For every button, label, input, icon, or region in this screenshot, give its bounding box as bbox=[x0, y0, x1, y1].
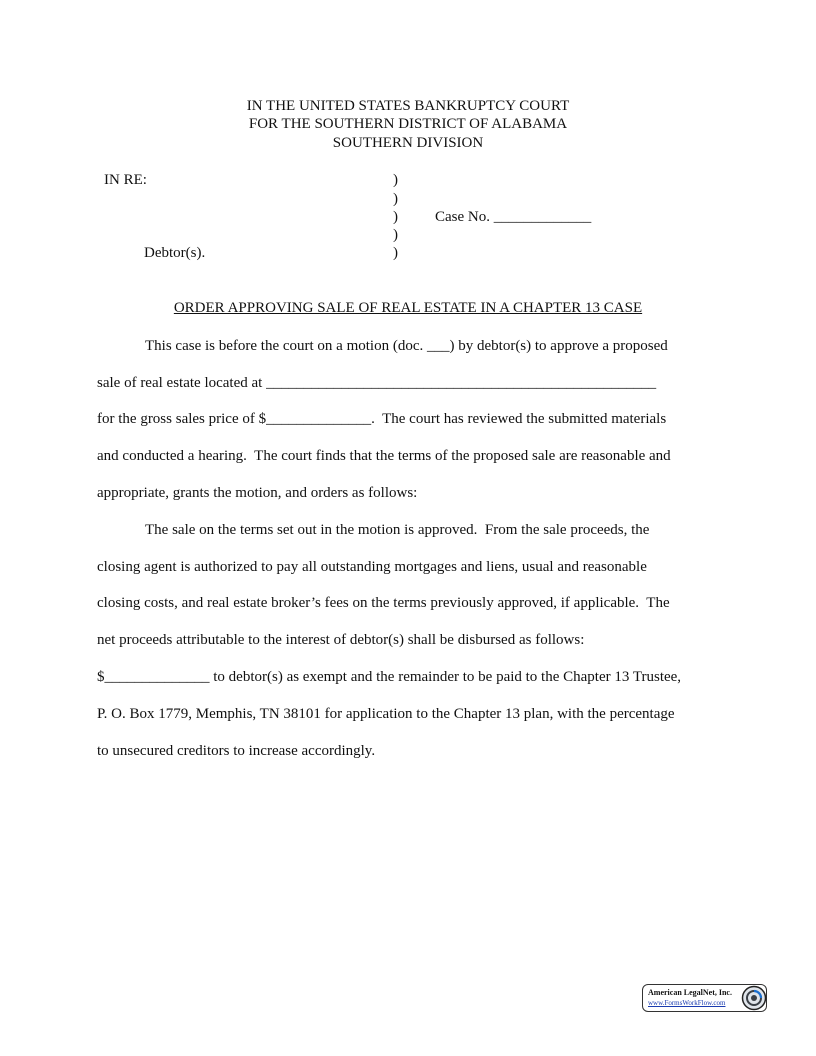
caption-paren: ) bbox=[393, 227, 398, 243]
caption-paren: ) bbox=[393, 245, 398, 261]
body-line: for the gross sales price of $______________. The court has reviewed the submitted materials bbox=[97, 411, 667, 427]
body-line: $______________ to debtor(s) as exempt and the remainder to be paid to the Chapter 13 Trustee, bbox=[97, 669, 682, 685]
court-division: SOUTHERN DIVISION bbox=[332, 135, 484, 151]
body-line: net proceeds attributable to the interest of debtor(s) shall be disbursed as follows: bbox=[97, 632, 585, 648]
body-line: closing costs, and real estate broker’s fees on the terms previously approved, if applicable. The bbox=[97, 595, 670, 611]
caption-paren: ) bbox=[393, 172, 398, 188]
body-line: This case is before the court on a motion (doc. ___) by debtor(s) to approve a proposed bbox=[145, 338, 668, 354]
body-line: appropriate, grants the motion, and orders as follows: bbox=[97, 485, 418, 501]
caption-paren: ) bbox=[393, 209, 398, 225]
body-line: P. O. Box 1779, Memphis, TN 38101 for application to the Chapter 13 plan, with the percentage bbox=[97, 706, 675, 722]
in-re-label: IN RE: bbox=[104, 172, 147, 188]
order-title: ORDER APPROVING SALE OF REAL ESTATE IN A CHAPTER 13 CASE bbox=[173, 300, 643, 316]
body-line: sale of real estate located at ____________________________________________________ bbox=[97, 375, 657, 391]
badge-url-link[interactable]: www.FormsWorkFlow.com bbox=[648, 999, 726, 1007]
debtor-label: Debtor(s). bbox=[144, 245, 206, 261]
body-line: and conducted a hearing. The court finds that the terms of the proposed sale are reasonable and bbox=[97, 448, 671, 464]
body-line: to unsecured creditors to increase accordingly. bbox=[97, 743, 376, 759]
legalnet-badge[interactable] bbox=[642, 984, 767, 1012]
badge-company-name: American LegalNet, Inc. bbox=[648, 988, 732, 997]
court-name-line1: IN THE UNITED STATES BANKRUPTCY COURT bbox=[246, 98, 570, 114]
globe-icon bbox=[741, 985, 767, 1011]
body-line: closing agent is authorized to pay all outstanding mortgages and liens, usual and reasonable bbox=[97, 559, 647, 575]
case-number-field: Case No. _____________ bbox=[435, 209, 592, 225]
body-line: The sale on the terms set out in the motion is approved. From the sale proceeds, the bbox=[145, 522, 650, 538]
court-name-line2: FOR THE SOUTHERN DISTRICT OF ALABAMA bbox=[248, 116, 568, 132]
caption-paren: ) bbox=[393, 191, 398, 207]
